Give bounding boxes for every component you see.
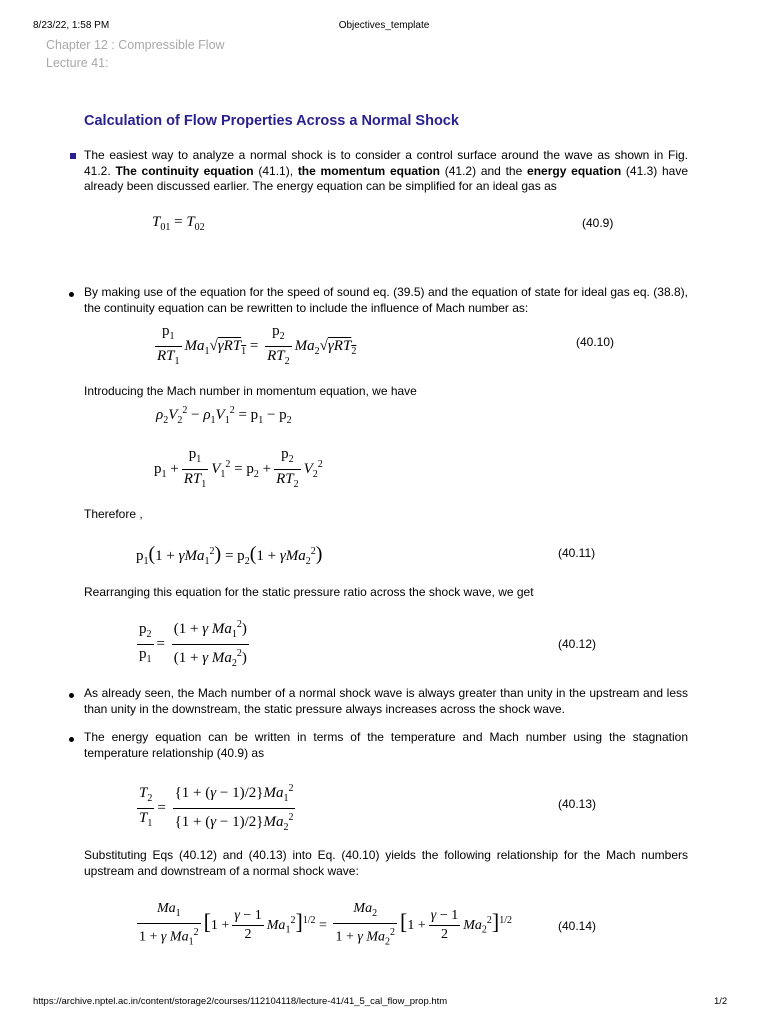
lecture-heading: Lecture 41: xyxy=(46,56,109,70)
text-rearranging: Rearranging this equation for the static pressure ratio across the shock wave, we get xyxy=(84,585,534,599)
bullet-dot-icon xyxy=(69,693,74,698)
equation-40-14: $\frac{Ma_1}{1 + \gamma Ma_1^2}$ [1 + $\frac{\gamma - 1}{2}$ $Ma_1^2]^{1/2}$ = $\frac{Ma_2}{1 + \gamma Ma_2^2}$ [1 + $\frac{\gamma - 1}{2}$ $Ma_2^2]^{1/2}$ xyxy=(139,901,512,948)
text-momentum-intro: Introducing the Mach number in momentum equation, we have xyxy=(84,384,417,398)
footer-page-number: 1/2 xyxy=(714,996,728,1007)
square-bullet-icon xyxy=(70,153,76,159)
equation-40-11: $p_1(1 + \gamma Ma_1^2) = p_2(1 + \gamma Ma_2^2)$ xyxy=(136,543,323,567)
section-title: Calculation of Flow Properties Across a Normal Shock xyxy=(84,113,459,129)
paragraph-mach-unity: As already seen, the Mach number of a normal shock wave is always greater than unity in the upstream and less than unity in the downstream, the static pressure always increases across the shock wave. xyxy=(84,686,688,716)
bullet-dot-icon xyxy=(69,292,74,297)
chapter-heading: Chapter 12 : Compressible Flow xyxy=(46,38,225,52)
equation-momentum-mach: $p_1$ + $\frac{p_1}{RT_1}$ $V_1^2 = p_2$ + $\frac{p_2}{RT_2}$ $V_2^2$ xyxy=(154,446,323,490)
equation-40-10: $\frac{p_1}{RT_1}$ $Ma_1√\gamma RT_1$ = $\frac{p_2}{RT_2}$ $Ma_2√\gamma RT_2$ xyxy=(157,323,357,367)
equation-40-9: $T_{01} = T_{02}$ xyxy=(152,214,205,233)
equation-momentum: $\rho_2V_2^2 - \rho_1V_1^2 = p_1 - p_2$ xyxy=(156,405,292,426)
equation-40-13: $\frac{T_2}{T_1}$ = $\frac{\{1 + (\gamma - 1)/2\}Ma_1^2}{\{1 + (\gamma - 1)/2\}Ma_2^2}$ xyxy=(134,780,298,837)
paragraph-substituting: Substituting Eqs (40.12) and (40.13) into Eq. (40.10) yields the following relationship for the Mach numbers upstream and downstream of a normal shock wave: xyxy=(84,848,688,878)
equation-number: (40.12) xyxy=(558,637,597,651)
paragraph-control-surface: The easiest way to analyze a normal shock is to consider a control surface around the wave as shown in Fig. 41.2. The continuity equation (41.1), the momentum equation (41.2) and the energy equation (41.3) have already been discussed earlier. The energy equation can be simplified for an ideal gas as xyxy=(84,148,689,193)
bullet-dot-icon xyxy=(69,737,74,742)
equation-number: (40.13) xyxy=(558,797,597,811)
equation-40-12: $\frac{p_2}{p_1}$ = $\frac{(1 + \gamma Ma_1^2)}{(1 + \gamma Ma_2^2)}$ xyxy=(134,616,252,673)
paragraph-energy: The energy equation can be written in terms of the temperature and Mach number using the stagnation temperature relationship (40.9) as xyxy=(84,730,688,760)
footer-url[interactable]: https://archive.nptel.ac.in/content/storage2/courses/112104118/lecture-41/41_5_cal_flow_prop.htm xyxy=(33,996,448,1007)
print-doc-title: Objectives_template xyxy=(338,20,430,31)
equation-number: (40.9) xyxy=(582,216,614,230)
paragraph-continuity: By making use of the equation for the speed of sound eq. (39.5) and the equation of state for ideal gas eq. (38.8), the continuity equation can be rewritten to include the influence of Mach number as: xyxy=(84,285,688,315)
equation-number: (40.10) xyxy=(576,335,615,349)
equation-number: (40.11) xyxy=(558,546,596,560)
text-therefore: Therefore , xyxy=(84,507,143,521)
print-datetime: 8/23/22, 1:58 PM xyxy=(33,20,110,31)
equation-number: (40.14) xyxy=(558,919,597,933)
